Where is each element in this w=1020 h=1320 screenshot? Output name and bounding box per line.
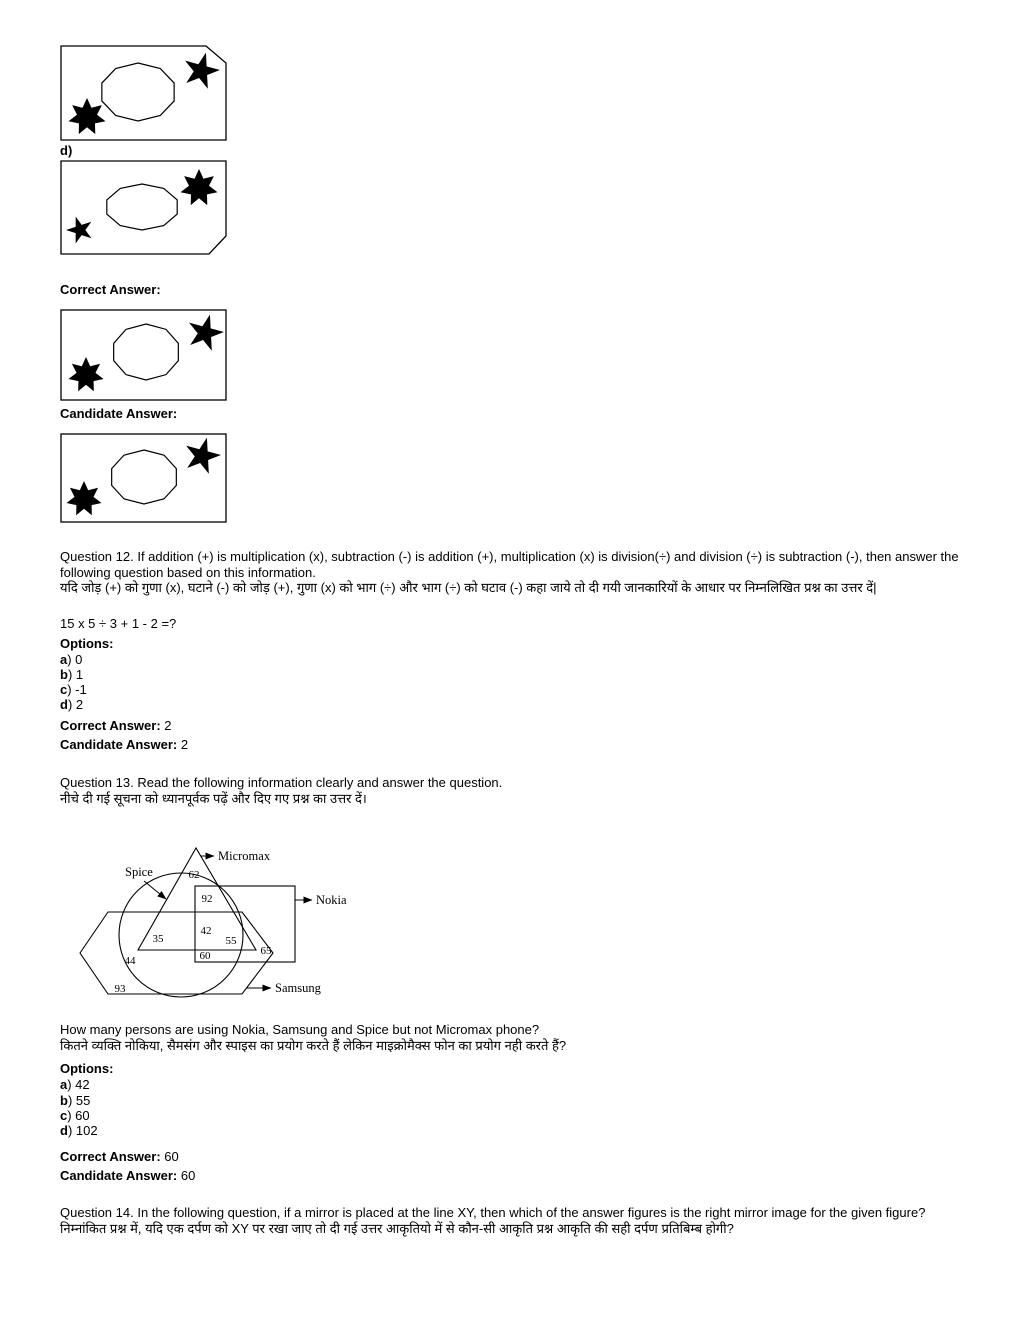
- seven-point-burst-star-icon: [66, 481, 101, 515]
- option-value: ) 0: [67, 651, 83, 667]
- q11-option-d-label: d): [60, 143, 73, 158]
- q13-intro-hi: नीचे दी गई सूचना को ध्यानपूर्वक पढ़ें और दिए गए प्रश्न का उत्तर दें।: [60, 790, 367, 806]
- q11-option-c-figure: [60, 45, 996, 141]
- q13-options-label: Options:: [60, 1061, 114, 1077]
- option-letter: c: [60, 1107, 68, 1123]
- venn-value-spice-samsung: 44: [124, 955, 136, 968]
- q14-question-hi: निम्नांकित प्रश्न में, यदि एक दर्पण को XY पर रखा जाए तो दी गई उत्तर आकृतियो में से कौन-सी आकृति प्रश्न आकृति की सही दर्पण प्रतिबिम्ब होगी?: [60, 1220, 734, 1236]
- candidate-answer-label: Candidate Answer:: [60, 1168, 178, 1184]
- q13-option-b: [60, 1093, 996, 1108]
- candidate-answer-label: Candidate Answer:: [60, 737, 178, 753]
- q12-expression: 15 x 5 ÷ 3 + 1 - 2 =?: [60, 615, 177, 631]
- q13-venn-figure: [70, 842, 996, 1007]
- q12-question: [60, 549, 996, 596]
- candidate-answer-value: 60: [180, 1168, 196, 1184]
- venn-value-micromax-nokia: 92: [201, 893, 213, 906]
- candidate-answer-figure: [60, 433, 227, 523]
- decagon-shape: [107, 184, 177, 230]
- q13-question: [60, 1022, 996, 1053]
- option-value: ) 60: [67, 1107, 90, 1123]
- option-letter: c: [60, 681, 68, 697]
- option-letter: b: [60, 1092, 68, 1108]
- option-value: ) 55: [67, 1092, 91, 1108]
- samsung-hexagon: [80, 912, 273, 994]
- venn-diagram: [70, 842, 430, 1004]
- q12-question-hi: यदि जोड़ (+) को गुणा (x), घटाने (-) को जोड़ (+), गुणा (x) को भाग (÷) और भाग (÷) को घटाव (-) कहा जाये तो दी गयी जानकारियों के आधार पर निम्नलिखित प्रश्न का उत्तर दें|: [60, 580, 877, 595]
- option-value: ) 2: [67, 697, 84, 713]
- q13-option-c: [60, 1108, 996, 1123]
- spice-circle: [119, 873, 243, 997]
- q12-option-c: [60, 682, 996, 697]
- venn-value-center-all: 42: [200, 925, 212, 938]
- correct-answer-label: Correct Answer:: [60, 718, 161, 734]
- decagon-shape: [114, 324, 179, 380]
- option-value: ) 102: [67, 1122, 98, 1138]
- venn-value-micromax-only: 62: [188, 869, 200, 882]
- q12-question-en: Question 12. If addition (+) is multiplication (x), subtraction (-) is addition (+), multiplication (x) is division(÷) and division (÷) is subtraction (-), then answer the following question based on this information.: [60, 549, 959, 580]
- q11-option-d-figure: [60, 160, 996, 255]
- q12-correct-answer: [60, 718, 996, 734]
- option-value: ) 1: [67, 666, 84, 682]
- five-point-star-icon: [181, 433, 225, 476]
- option-letter: a: [60, 1077, 68, 1093]
- seven-point-burst-star-icon: [68, 357, 103, 391]
- q13-intro-en: Question 13. Read the following information clearly and answer the question.: [60, 775, 503, 791]
- seven-point-burst-star-icon: [180, 169, 217, 205]
- q13-question-en: How many persons are using Nokia, Samsung and Spice but not Micromax phone?: [60, 1022, 540, 1038]
- option-value: ) -1: [67, 681, 87, 697]
- five-point-star-icon: [63, 213, 96, 245]
- correct-answer-value: 60: [164, 1149, 179, 1165]
- option-letter: d: [60, 697, 68, 713]
- correct-answer-figure: [60, 309, 227, 401]
- micromax-label: Micromax: [218, 849, 271, 864]
- q11-correct-answer-label: Correct Answer:: [60, 282, 161, 297]
- q12-options-label: Options:: [60, 635, 114, 651]
- q12-option-d: [60, 697, 996, 712]
- q13-candidate-answer: [60, 1168, 996, 1184]
- option-letter: a: [60, 651, 68, 667]
- spice-arrow: [144, 881, 166, 899]
- correct-answer-label: Correct Answer:: [60, 1149, 161, 1165]
- candidate-answer-value: 2: [180, 737, 189, 753]
- q13-question-hi: कितने व्यक्ति नोकिया, सैमसंग और स्पाइस का प्रयोग करते हैं लेकिन माइक्रोमैक्स फोन का प्रयोग नही करते हैं?: [60, 1037, 567, 1053]
- seven-point-burst-star-icon: [68, 98, 105, 134]
- nokia-label: Nokia: [316, 893, 347, 908]
- answer-figure-c: [60, 45, 227, 141]
- venn-value-nokia-samsung-spice: 60: [199, 950, 211, 963]
- answer-figure-d: [60, 160, 227, 255]
- q11-candidate-answer-label: Candidate Answer:: [60, 406, 178, 421]
- venn-value-nokia-samsung: 65: [260, 945, 272, 958]
- option-value: ) 42: [67, 1077, 90, 1093]
- samsung-label: Samsung: [275, 981, 321, 996]
- venn-value-micromax-nokia-samsung: 55: [225, 935, 237, 948]
- figure-frame: [61, 310, 226, 400]
- q13-option-d: [60, 1123, 996, 1138]
- option-letter: d: [60, 1122, 68, 1138]
- q12-candidate-answer: [60, 737, 996, 753]
- venn-value-samsung-only: 93: [114, 983, 126, 996]
- q13-correct-answer: [60, 1149, 996, 1165]
- q13-intro: [60, 775, 996, 806]
- correct-answer-value: 2: [164, 718, 172, 734]
- q12-option-b: [60, 667, 996, 682]
- decagon-shape: [112, 450, 177, 504]
- venn-value-micromax-spice: 35: [152, 933, 164, 946]
- q11-correct-answer-figure: [60, 309, 996, 401]
- q14-question: [60, 1205, 996, 1236]
- q12-option-a: [60, 652, 996, 667]
- spice-label: Spice: [125, 865, 153, 880]
- five-point-star-icon: [184, 310, 227, 353]
- q14-question-en: Question 14. In the following question, if a mirror is placed at the line XY, then which of the answer figures is the right mirror image for the given figure?: [60, 1205, 926, 1221]
- q13-option-a: [60, 1077, 996, 1092]
- option-letter: b: [60, 666, 68, 682]
- decagon-shape: [102, 63, 174, 121]
- q11-candidate-answer-figure: [60, 433, 996, 523]
